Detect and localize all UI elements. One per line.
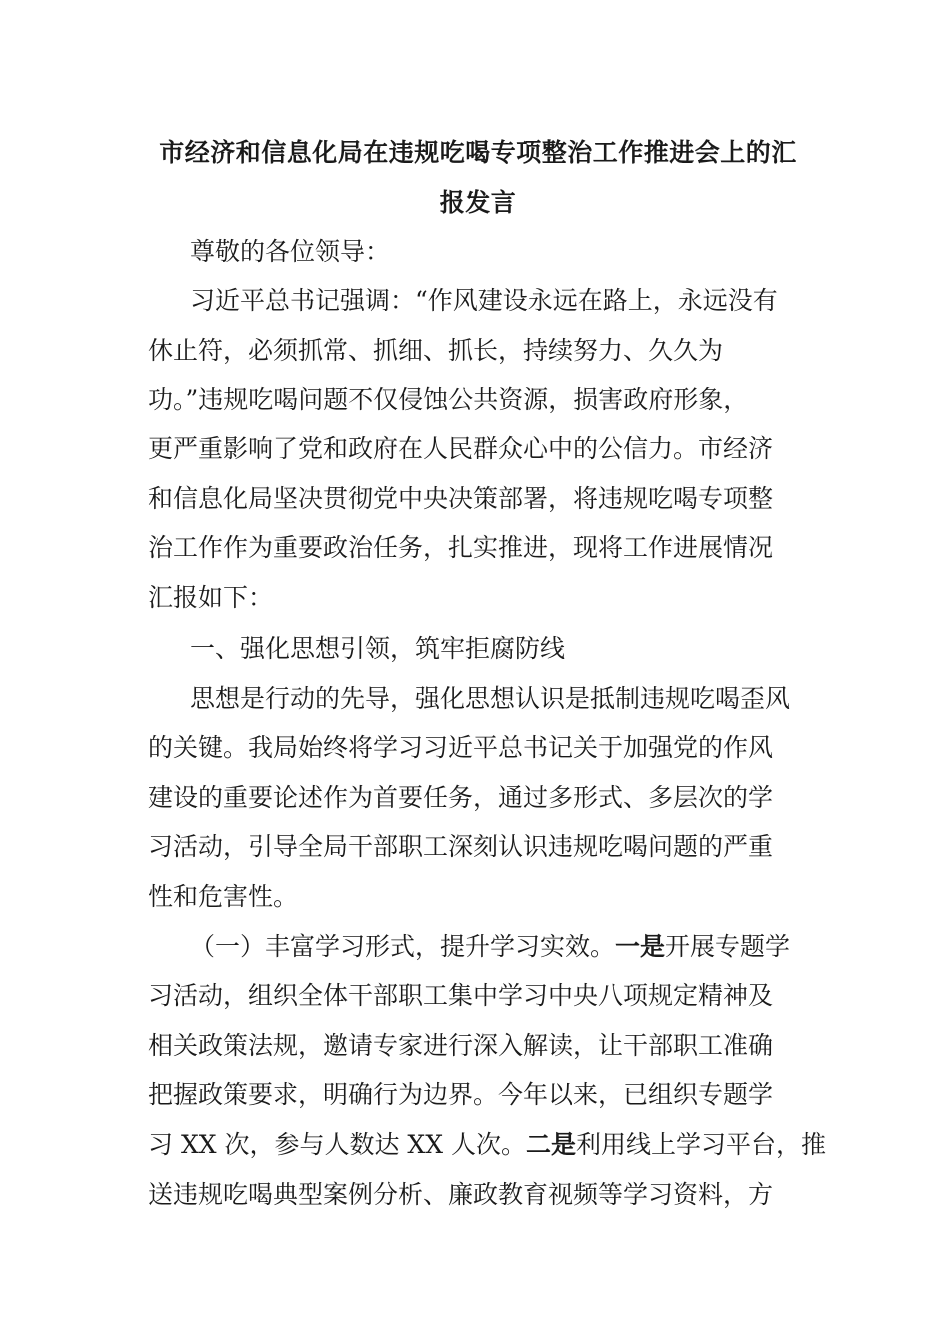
section1-line: 性和危害性。 bbox=[148, 882, 299, 911]
subsection-text: 利用线上学习平台，推 bbox=[576, 1130, 827, 1159]
subsection-heading: （一）丰富学习形式，提升学习实效。 bbox=[190, 932, 616, 961]
section1-line: 的关键。我局始终将学习习近平总书记关于加强党的作风 bbox=[148, 733, 774, 762]
subsection-line: 送违规吃喝典型案例分析、廉政教育视频等学习资料，方 bbox=[148, 1180, 774, 1209]
intro-line: 汇报如下： bbox=[148, 583, 274, 612]
subsection-line: 把握政策要求，明确行为边界。今年以来，已组织专题学 bbox=[148, 1080, 774, 1109]
intro-line: 和信息化局坚决贯彻党中央决策部署，将违规吃喝专项整 bbox=[148, 484, 774, 513]
intro-line: 习近平总书记强调：“作风建设永远在路上，永远没有 bbox=[190, 286, 778, 315]
section1-line: 思想是行动的先导，强化思想认识是抵制违规吃喝歪风 bbox=[190, 684, 791, 713]
point-marker: 一是 bbox=[615, 932, 666, 961]
subsection-line bbox=[148, 1130, 826, 1160]
salutation: 尊敬的各位领导： bbox=[190, 237, 391, 266]
section1-line: 建设的重要论述作为首要任务，通过多形式、多层次的学 bbox=[148, 783, 774, 812]
subsection-text: 开展专题学 bbox=[665, 932, 791, 961]
subsection-line bbox=[190, 932, 790, 962]
subsection-line: 相关政策法规，邀请专家进行深入解读，让干部职工准确 bbox=[148, 1031, 774, 1060]
intro-line: 休止符，必须抓常、抓细、抓长，持续努力、久久为 bbox=[148, 336, 724, 365]
section-heading: 一、强化思想引领，筑牢拒腐防线 bbox=[190, 634, 566, 663]
subsection-line: 习活动，组织全体干部职工集中学习中央八项规定精神及 bbox=[148, 981, 774, 1010]
intro-line: 功。”违规吃喝问题不仅侵蚀公共资源，损害政府形象， bbox=[148, 385, 749, 414]
subsection-text: 习 XX 次，参与人数达 XX 人次。 bbox=[148, 1130, 526, 1159]
intro-line: 治工作作为重要政治任务，扎实推进，现将工作进展情况 bbox=[148, 533, 774, 562]
document-title: 市经济和信息化局在违规吃喝专项整治工作推进会上的汇报发言 bbox=[159, 138, 797, 217]
section1-line: 习活动，引导全局干部职工深刻认识违规吃喝问题的严重 bbox=[148, 832, 774, 861]
intro-line: 更严重影响了党和政府在人民群众心中的公信力。市经济 bbox=[148, 434, 774, 463]
point-marker: 二是 bbox=[525, 1130, 576, 1159]
